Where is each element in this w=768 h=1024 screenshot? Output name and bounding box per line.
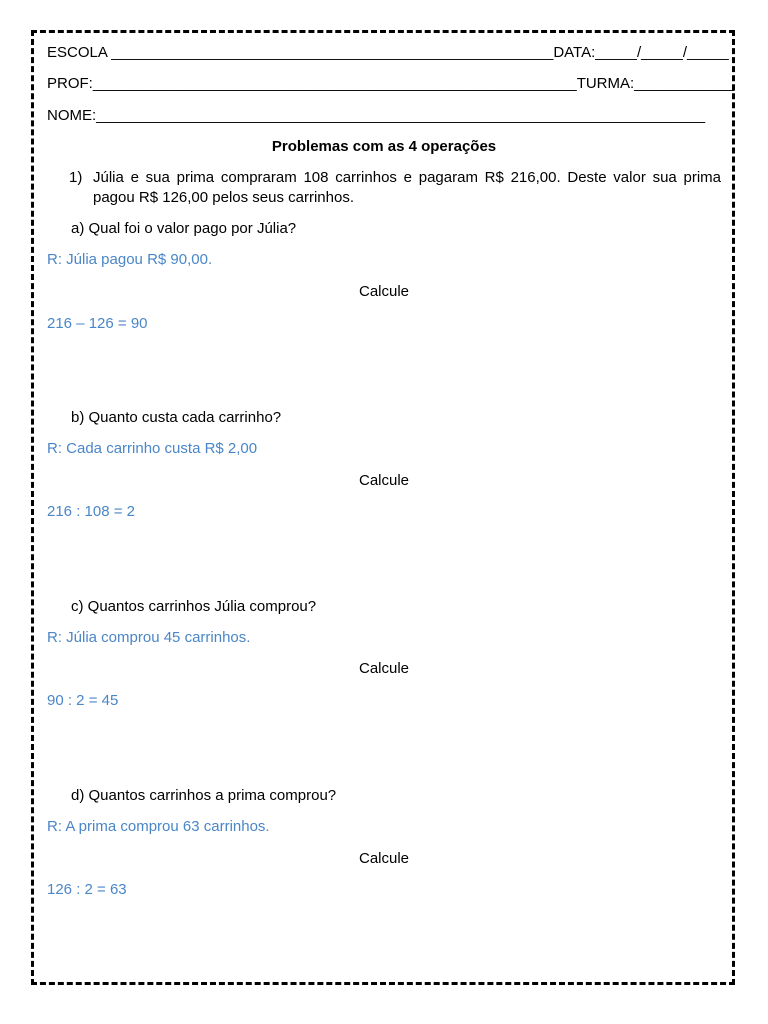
calc-label-d: Calcule	[358, 850, 410, 867]
page-title: Problemas com as 4 operações	[271, 138, 497, 155]
nome-line: NOME:_________________________________________________________________________	[47, 107, 706, 124]
question-a: a) Qual foi o valor pago por Júlia?	[71, 220, 297, 237]
calc-label-b: Calcule	[358, 472, 410, 489]
question-c: c) Quantos carrinhos Júlia comprou?	[71, 598, 317, 615]
problem-statement	[69, 168, 721, 208]
calc-b: 216 : 108 = 2	[47, 503, 135, 520]
answer-a: R: Júlia pagou R$ 90,00.	[47, 251, 213, 268]
question-d: d) Quantos carrinhos a prima comprou?	[71, 787, 337, 804]
escola-line: ESCOLA _____________________________________________________DATA:_____/_____/_____	[47, 44, 729, 61]
calc-c: 90 : 2 = 45	[47, 692, 119, 709]
answer-b: R: Cada carrinho custa R$ 2,00	[47, 440, 258, 457]
problem-number: 1)	[69, 169, 83, 186]
question-b: b) Quanto custa cada carrinho?	[71, 409, 282, 426]
prof-line: PROF:__________________________________________________________TURMA:____________	[47, 75, 735, 92]
calc-d: 126 : 2 = 63	[47, 881, 127, 898]
answer-d: R: A prima comprou 63 carrinhos.	[47, 818, 270, 835]
calc-label-c: Calcule	[358, 660, 410, 677]
problem-text: Júlia e sua prima compraram 108 carrinhos e pagaram R$ 216,00. Deste valor sua prima pagou R$ 126,00 pelos seus carrinhos.	[93, 169, 721, 206]
calc-a: 216 – 126 = 90	[47, 315, 148, 332]
answer-c: R: Júlia comprou 45 carrinhos.	[47, 629, 251, 646]
calc-label-a: Calcule	[358, 283, 410, 300]
